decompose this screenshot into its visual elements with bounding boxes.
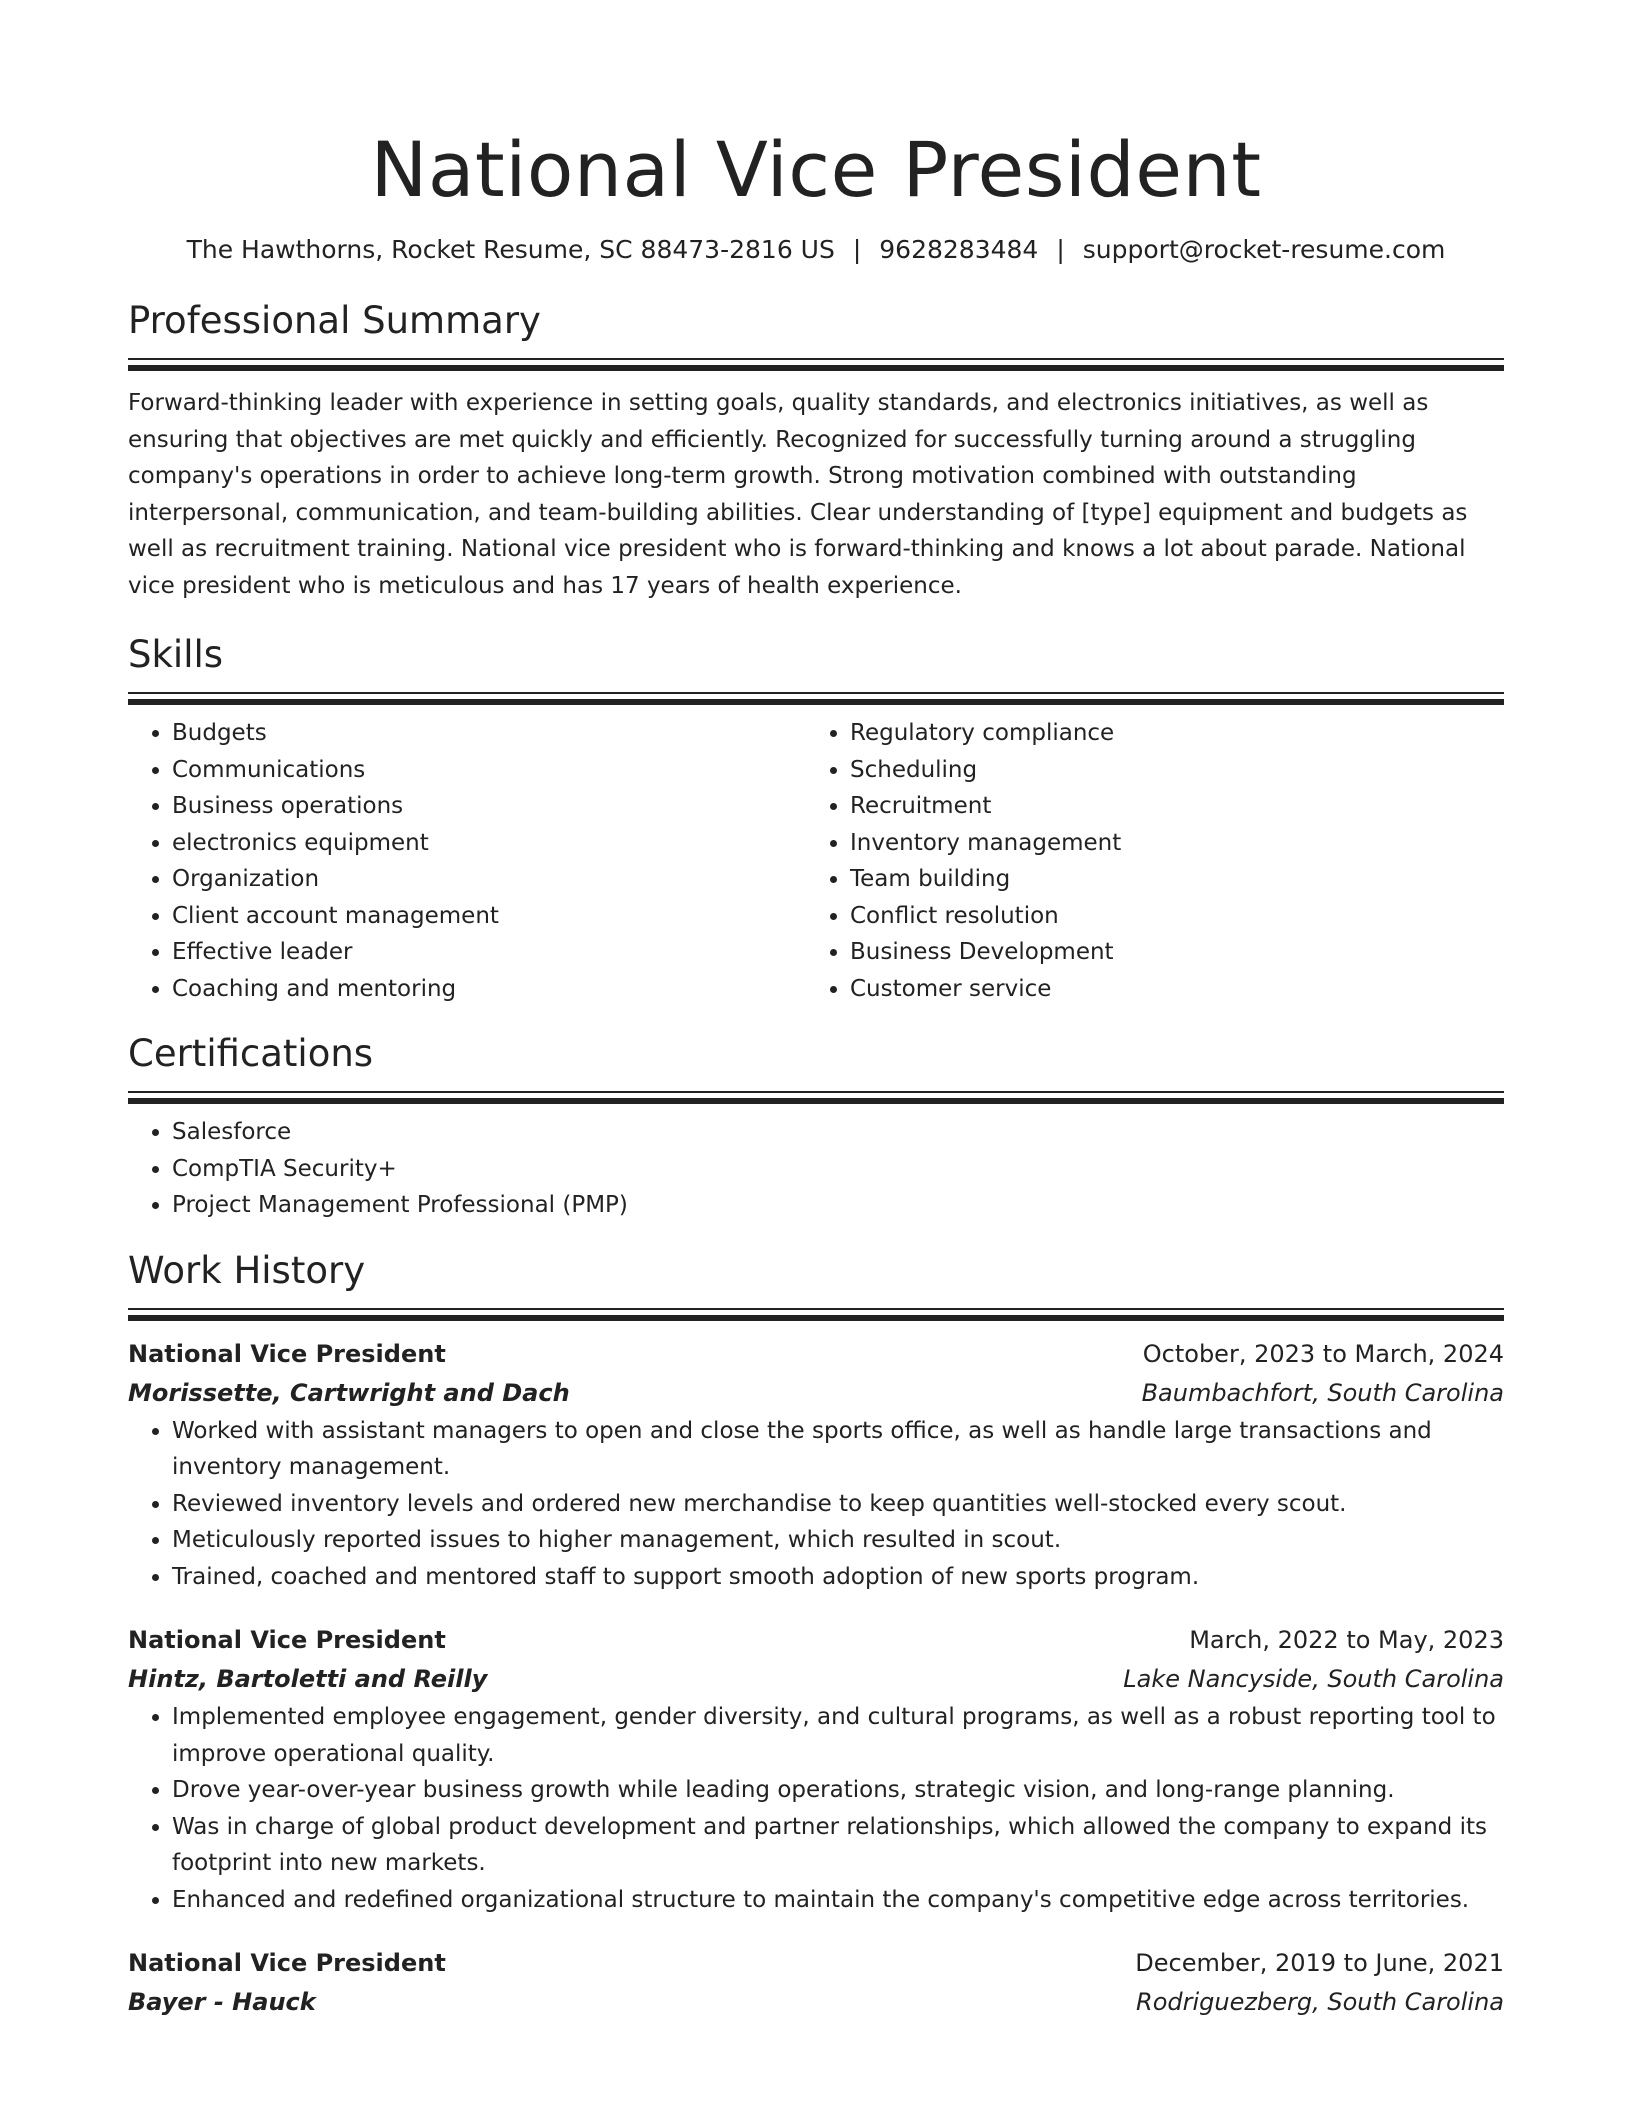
skill-item: • Client account management — [172, 898, 806, 935]
skill-item: • Communications — [172, 752, 806, 789]
skill-item: • Business operations — [172, 788, 806, 825]
contact-email: support@rocket-resume.com — [1082, 235, 1446, 264]
skill-item: • Recruitment — [850, 788, 1484, 825]
job-title: National Vice President — [128, 1949, 446, 1977]
work-history-section — [128, 1246, 1504, 2023]
section-title-skills: Skills — [128, 633, 224, 676]
job-company: Bayer - Hauck — [128, 1988, 316, 2016]
job-list — [128, 1335, 1504, 2023]
contact-phone: 9628283484 — [879, 235, 1039, 264]
skills-section — [128, 630, 1504, 1007]
skill-item: • Budgets — [172, 715, 806, 752]
skill-item: • Team building — [850, 861, 1484, 898]
contact-address: The Hawthorns, Rocket Resume, SC 88473-2816 US — [186, 235, 835, 264]
skills-column-right — [806, 715, 1484, 1007]
job-location: Baumbachfort, South Carolina — [1141, 1378, 1504, 1407]
job-dates: March, 2022 to May, 2023 — [1189, 1626, 1504, 1654]
job-dates: October, 2023 to March, 2024 — [1142, 1339, 1504, 1368]
job-title: National Vice President — [128, 1339, 446, 1368]
job-subheader — [128, 1374, 1504, 1413]
certification-item: • Project Management Professional (PMP) — [172, 1187, 1504, 1224]
skill-item: • Inventory management — [850, 825, 1484, 862]
job-entry — [128, 1621, 1504, 1918]
job-company: Hintz, Bartoletti and Reilly — [128, 1665, 488, 1693]
section-divider — [128, 358, 1504, 360]
section-divider — [128, 1308, 1504, 1310]
section-title-summary: Professional Summary — [128, 299, 541, 342]
certification-item: • CompTIA Security+ — [172, 1151, 1504, 1188]
skill-item: • Scheduling — [850, 752, 1484, 789]
job-bullet: • Enhanced and redefined organizational structure to maintain the company's competitive edge across territories. — [172, 1882, 1504, 1919]
skill-item: • Customer service — [850, 971, 1484, 1008]
candidate-name: National Vice President — [370, 125, 1262, 214]
job-location: Rodriguezberg, South Carolina — [1136, 1988, 1504, 2016]
resume-page — [128, 0, 1504, 2022]
job-subheader — [128, 1983, 1504, 2022]
job-entry — [128, 1335, 1504, 1596]
skill-item: • Regulatory compliance — [850, 715, 1484, 752]
skill-item: • electronics equipment — [172, 825, 806, 862]
job-bullet: • Drove year-over-year business growth while leading operations, strategic vision, and long-range planning. — [172, 1772, 1504, 1809]
certification-item: • Salesforce — [172, 1114, 1504, 1151]
job-header — [128, 1944, 1504, 1983]
skill-item: • Organization — [172, 861, 806, 898]
section-divider-thick — [128, 1098, 1504, 1104]
job-header — [128, 1621, 1504, 1660]
skill-item: • Business Development — [850, 934, 1484, 971]
skills-columns — [128, 715, 1504, 1007]
job-bullet-list — [128, 1413, 1504, 1596]
job-bullet: • Meticulously reported issues to higher management, which resulted in scout. — [172, 1522, 1504, 1559]
job-company: Morissette, Cartwright and Dach — [128, 1378, 570, 1407]
job-subheader — [128, 1660, 1504, 1699]
job-bullet-list — [128, 1699, 1504, 1918]
job-header — [128, 1335, 1504, 1374]
section-title-work-history: Work History — [128, 1248, 366, 1292]
summary-section — [128, 296, 1504, 604]
section-title-certifications: Certifications — [128, 1032, 374, 1075]
certifications-section — [128, 1029, 1504, 1224]
job-dates: December, 2019 to June, 2021 — [1135, 1949, 1504, 1977]
job-entry — [128, 1944, 1504, 2022]
job-bullet: • Worked with assistant managers to open and close the sports office, as well as handle large transactions and inventory management. — [172, 1413, 1504, 1486]
summary-text: Forward-thinking leader with experience in setting goals, quality standards, and electronics initiatives, as well as ensuring that objectives are met quickly and efficiently. Recognized for successfully turning around a struggling company's operations in order to achieve long-term growth. Strong motivation combined with outstanding interpersonal, communication, and team-building abilities. Clear understanding of [type] equipment and budgets as well as recruitment training. National vice president who is forward-thinking and knows a lot about parade. National vice president who is meticulous and has 17 years of health experience. — [128, 390, 1468, 599]
job-bullet: • Reviewed inventory levels and ordered new merchandise to keep quantities well-stocked every scout. — [172, 1486, 1504, 1523]
certification-list — [128, 1114, 1504, 1224]
skill-item: • Coaching and mentoring — [172, 971, 806, 1008]
job-location: Lake Nancyside, South Carolina — [1123, 1665, 1504, 1693]
skill-item: • Conflict resolution — [850, 898, 1484, 935]
section-divider — [128, 692, 1504, 694]
section-divider-thick — [128, 699, 1504, 705]
section-divider-thick — [128, 1315, 1504, 1321]
skill-item: • Effective leader — [172, 934, 806, 971]
job-bullet: • Implemented employee engagement, gender diversity, and cultural programs, as well as a robust reporting tool to improve operational quality. — [172, 1699, 1504, 1772]
job-title: National Vice President — [128, 1626, 446, 1654]
section-divider — [128, 1091, 1504, 1093]
job-bullet: • Trained, coached and mentored staff to support smooth adoption of new sports program. — [172, 1559, 1504, 1596]
skills-column-left — [128, 715, 806, 1007]
contact-line — [128, 232, 1504, 268]
section-divider-thick — [128, 365, 1504, 371]
contact-separator: | — [1056, 235, 1065, 264]
contact-separator: | — [852, 235, 862, 264]
job-bullet: • Was in charge of global product development and partner relationships, which allowed the company to expand its footprint into new markets. — [172, 1809, 1504, 1882]
